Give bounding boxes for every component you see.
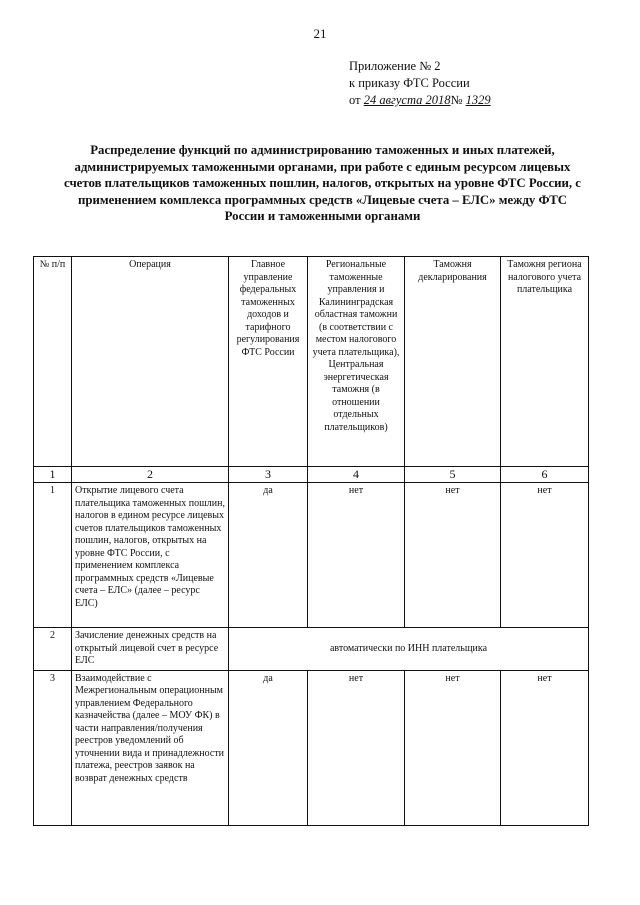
row-cell: нет	[405, 670, 501, 825]
header-regional-customs: Таможня региона налогового учета плательщика	[501, 257, 589, 467]
row-number: 3	[34, 670, 72, 825]
column-number: 4	[308, 467, 405, 483]
row-number: 1	[34, 483, 72, 628]
column-number: 3	[229, 467, 308, 483]
column-number: 2	[72, 467, 229, 483]
header-main-directorate: Главное управление федеральных таможенных доходов и тарифного регулирования ФТС России	[229, 257, 308, 467]
header-number: № п/п	[34, 257, 72, 467]
appendix-order-line: к приказу ФТС России	[349, 76, 470, 90]
row-cell: нет	[501, 670, 589, 825]
row-cell: нет	[405, 483, 501, 628]
column-number: 5	[405, 467, 501, 483]
row-merged-cell: автоматически по ИНН плательщика	[229, 628, 589, 671]
page-number: 21	[313, 26, 327, 41]
row-operation: Зачисление денежных средств на открытый лицевой счет в ресурсе ЕЛС	[72, 628, 229, 671]
row-cell: нет	[501, 483, 589, 628]
order-number: 1329	[465, 93, 491, 107]
row-number: 2	[34, 628, 72, 671]
row-cell: да	[229, 483, 308, 628]
functions-table	[33, 256, 589, 826]
row-cell: да	[229, 670, 308, 825]
table-header-row	[34, 257, 589, 467]
table-row	[34, 670, 589, 825]
order-date: 24 августа 2018	[363, 93, 451, 107]
column-number: 1	[34, 467, 72, 483]
document-title: Распределение функций по администрированию таможенных и иных платежей, администрируемых таможенными органами, при работе с единым ресурсом лицевых счетов плательщиков таможенных пошлин, налогов, открытых на уровне ФТС России, с применением комплекса программных средств «Лицевые счета – ЕЛС» между ФТС России и таможенными органами	[64, 143, 581, 223]
row-cell: нет	[308, 483, 405, 628]
row-operation: Взаимодействие с Межрегиональным операционным управлением Федерального казначейства (далее – МОУ ФК) в части направления/получения реестров уведомлений об уточнении вида и принадлежности платежа, реестров заявок на возврат денежных средств	[72, 670, 229, 825]
header-declaration-customs: Таможня декларирования	[405, 257, 501, 467]
appendix-header	[349, 58, 491, 109]
number-prefix: №	[450, 93, 463, 107]
row-operation: Открытие лицевого счета плательщика таможенных пошлин, налогов в едином ресурсе лицевых счетов плательщиков таможенных пошлин, налогов, открытых на уровне ФТС России, с применением комплекса программных средств «Лицевые счета – ЕЛС» (далее – ресурс ЕЛС)	[72, 483, 229, 628]
appendix-date-line	[349, 92, 491, 109]
column-numbers-row	[34, 467, 589, 483]
appendix-line: Приложение № 2	[349, 59, 441, 73]
row-cell: нет	[308, 670, 405, 825]
table-row	[34, 628, 589, 671]
table-row	[34, 483, 589, 628]
header-regional-directorates: Региональные таможенные управления и Калининградская областная таможни (в соответствии с местом налогового учета плательщика), Центральная энергетическая таможня (в отношении отдельных плательщиков)	[308, 257, 405, 467]
date-prefix: от	[349, 93, 361, 107]
column-number: 6	[501, 467, 589, 483]
header-operation: Операция	[72, 257, 229, 467]
